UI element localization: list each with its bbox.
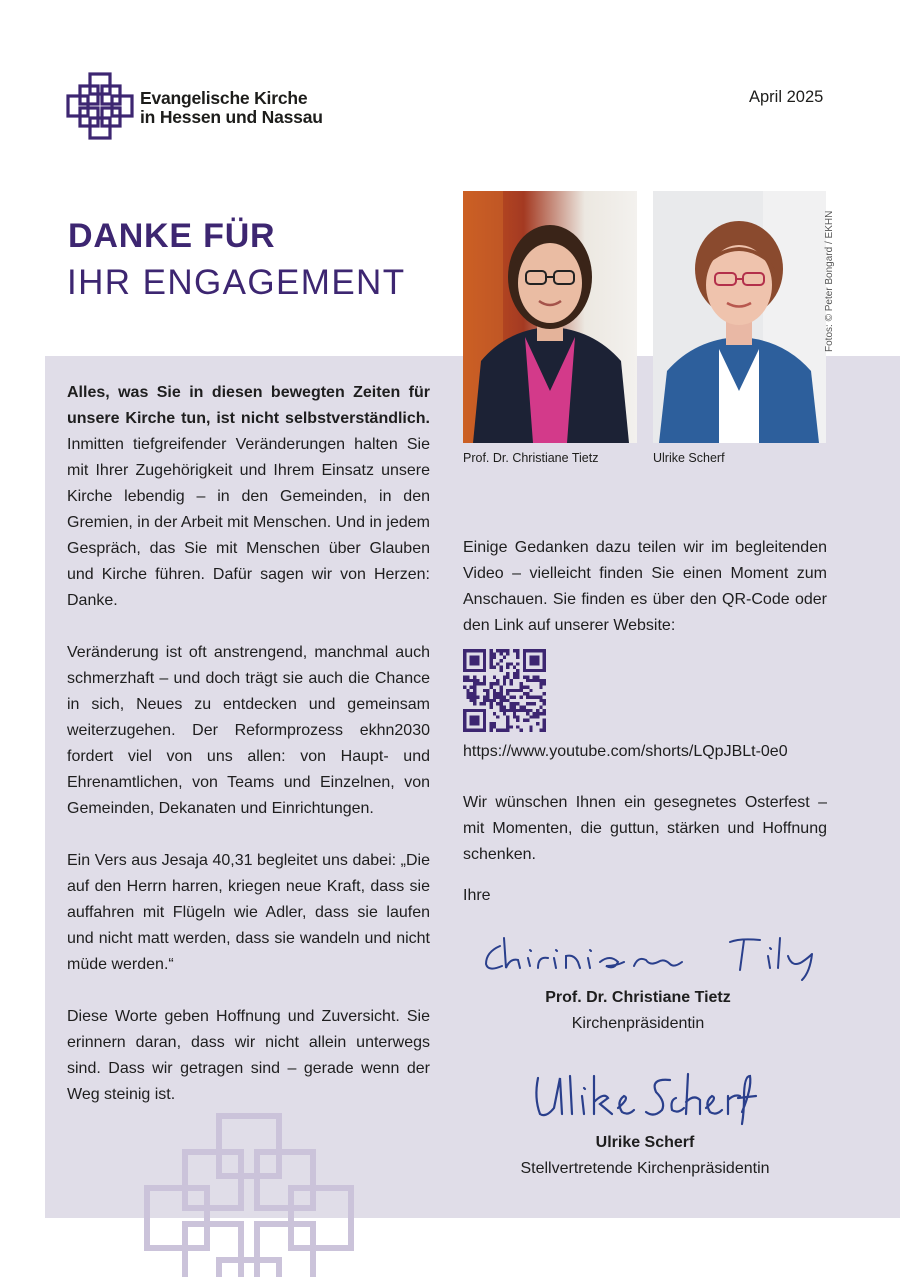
signatory-2-role: Stellvertretende Kirchenpräsidentin [520, 1160, 770, 1177]
photo-caption-1: Prof. Dr. Christiane Tietz [463, 451, 599, 465]
watermark-logo-icon [143, 1112, 355, 1277]
paragraph-3-intro: Ein Vers aus Jesaja 40,31 begleitet uns dabei: [67, 852, 397, 869]
organization-name [140, 89, 323, 127]
org-line-2: in Hessen und Nassau [140, 107, 323, 127]
org-line-1: Evangelische Kirche [140, 88, 308, 108]
signatory-1-name: Prof. Dr. Christiane Tietz [545, 989, 731, 1006]
signatory-2 [445, 1130, 845, 1182]
headline-line-2: IHR ENGAGEMENT [67, 263, 406, 302]
paragraph-2: Veränderung ist oft anstrengend, manchmal auch schmerzhaft – und doch trägt sie auch die Chance in sich, Neues zu entdecken und gemeinsam weiterzugehen. Der Reformprozess ekhn2030 fordert viel von uns allen: von Haupt- und Ehrenamtlichen, von Teams und Einzelnen, von Gemeinden, Dekanaten und Einrichtungen. [67, 644, 430, 817]
signatory-1 [438, 985, 838, 1037]
closing-word: Ihre [463, 887, 491, 904]
video-link[interactable]: https://www.youtube.com/shorts/LQpJBLt-0e0 [463, 743, 788, 760]
lead-sentence: Alles, was Sie in diesen bewegten Zeiten für unsere Kirche tun, ist nicht selbstverständlich. [67, 384, 430, 427]
letter-date: April 2025 [749, 88, 824, 106]
signatory-2-name: Ulrike Scherf [595, 1134, 695, 1151]
photo-caption-2: Ulrike Scherf [653, 451, 725, 465]
letter-body-left [67, 380, 430, 1134]
paragraph-4: Diese Worte geben Hoffnung und Zuversicht. Sie erinnern daran, dass wir nicht allein unterwegs sind. Dass wir getragen sind – gerade wenn der Weg steinig ist. [67, 1008, 430, 1103]
photo-credit: Fotos: © Peter Bongard / EKHN [824, 210, 835, 352]
portrait-photo-tietz [463, 191, 637, 443]
paragraph-video: Einige Gedanken dazu teilen wir im begleitenden Video – vielleicht finden Sie einen Moment zum Anschauen. Sie finden es über den QR-Code oder den Link auf unserer Website: [463, 539, 827, 634]
church-logo-icon [66, 72, 134, 140]
paragraph-1: Inmitten tiefgreifender Veränderungen halten Sie mit Ihrer Zugehörigkeit und Ihrem Einsatz unsere Kirche lebendig – in den Gemeinden, in den Gremien, in der Arbeit mit Menschen. Und in jedem Gespräch, das Sie mit Menschen über Glauben und Kirche führen. Dafür sagen wir von Herzen: Danke. [67, 436, 430, 609]
headline-line-1: DANKE FÜR [68, 217, 276, 255]
qr-code-icon[interactable] [463, 649, 546, 732]
portrait-photo-scherf [653, 191, 826, 443]
signatory-1-role: Kirchenpräsidentin [571, 1015, 705, 1032]
bible-quote: „Die auf den Herrn harren, kriegen neue Kraft, dass sie auffahren mit Flügeln wie Adler, dass sie laufen und nicht matt werden, dass sie wandeln und nicht müde werden.“ [67, 852, 430, 973]
signature-scherf [530, 1068, 765, 1126]
paragraph-easter: Wir wünschen Ihnen ein gesegnetes Osterfest – mit Momenten, die guttun, stärken und Hoffnung schenken. [463, 794, 827, 863]
signature-tietz [478, 932, 828, 984]
